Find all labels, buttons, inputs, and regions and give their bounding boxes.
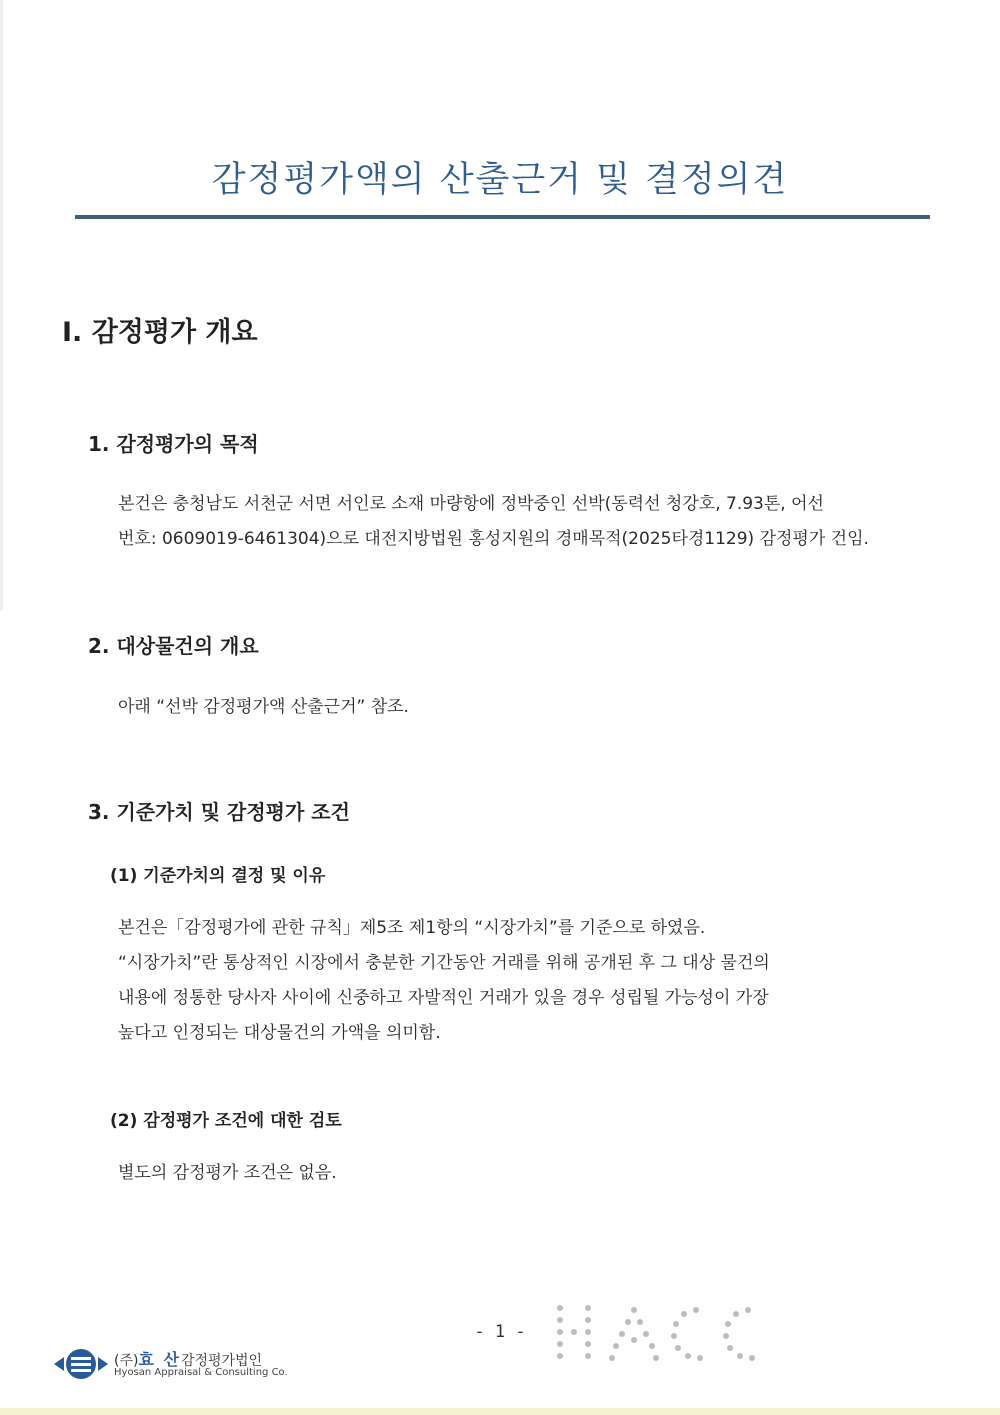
page-title: 감정평가액의 산출근거 및 결정의견 [211,160,789,200]
paragraph-line: 본건은「감정평가에 관한 규칙」제5조 제1항의 “시장가치”를 기준으로 하였음. [118,918,706,938]
hacc-dotted-watermark [552,1300,767,1372]
paragraph-line: 높다고 인정되는 대상물건의 가액을 의미함. [118,1023,441,1043]
subheading-conditions-review: (2) 감정평가 조건에 대한 검토 [110,1111,342,1131]
section-heading: Ⅰ. 감정평가 개요 [62,317,258,348]
paragraph-line: “시장가치”란 통상적인 시장에서 충분한 기간동안 거래를 위해 공개된 후 그 대상 물건의 [118,953,770,973]
purpose-paragraph [118,487,918,557]
paragraph-line: 번호: 0609019-6461304)으로 대전지방법원 홍성지원의 경매목적(2025타경1129) 감정평가 건임. [118,529,869,549]
company-suffix: 감정평가법인 [180,1353,263,1369]
conditions-paragraph [118,1156,918,1191]
scan-bottom-tint [0,1408,1000,1415]
heading-purpose: 1. 감정평가의 목적 [88,432,259,456]
subheading-value-basis-reason: (1) 기준가치의 결정 및 이유 [110,866,326,886]
company-name-english: Hyosan Appraisal & Consulting Co. [114,1367,288,1378]
heading-subject-overview: 2. 대상물건의 개요 [88,634,259,658]
paragraph-line: 아래 “선박 감정평가액 산출근거” 참조. [118,697,409,717]
hyosan-logo-icon [52,1343,110,1385]
paragraph-line: 내용에 정통한 당사자 사이에 신중하고 자발적인 거래가 있을 경우 성립될 가능성이 가장 [118,988,769,1008]
value-basis-paragraph [118,911,918,1051]
overview-paragraph [118,690,918,725]
page-number: - 1 - [474,1322,526,1342]
company-logo [52,1343,312,1385]
scan-edge [0,0,3,610]
paragraph-line: 별도의 감정평가 조건은 없음. [118,1163,337,1183]
company-prefix: (주) [114,1353,139,1369]
heading-value-basis: 3. 기준가치 및 감정평가 조건 [88,800,350,824]
paragraph-line: 본건은 충청남도 서천군 서면 서인로 소재 마량항에 정박중인 선박(동력선 청강호, 7.93톤, 어선 [118,494,824,514]
company-brand: 효 산 [138,1350,181,1369]
title-underline [75,215,930,219]
